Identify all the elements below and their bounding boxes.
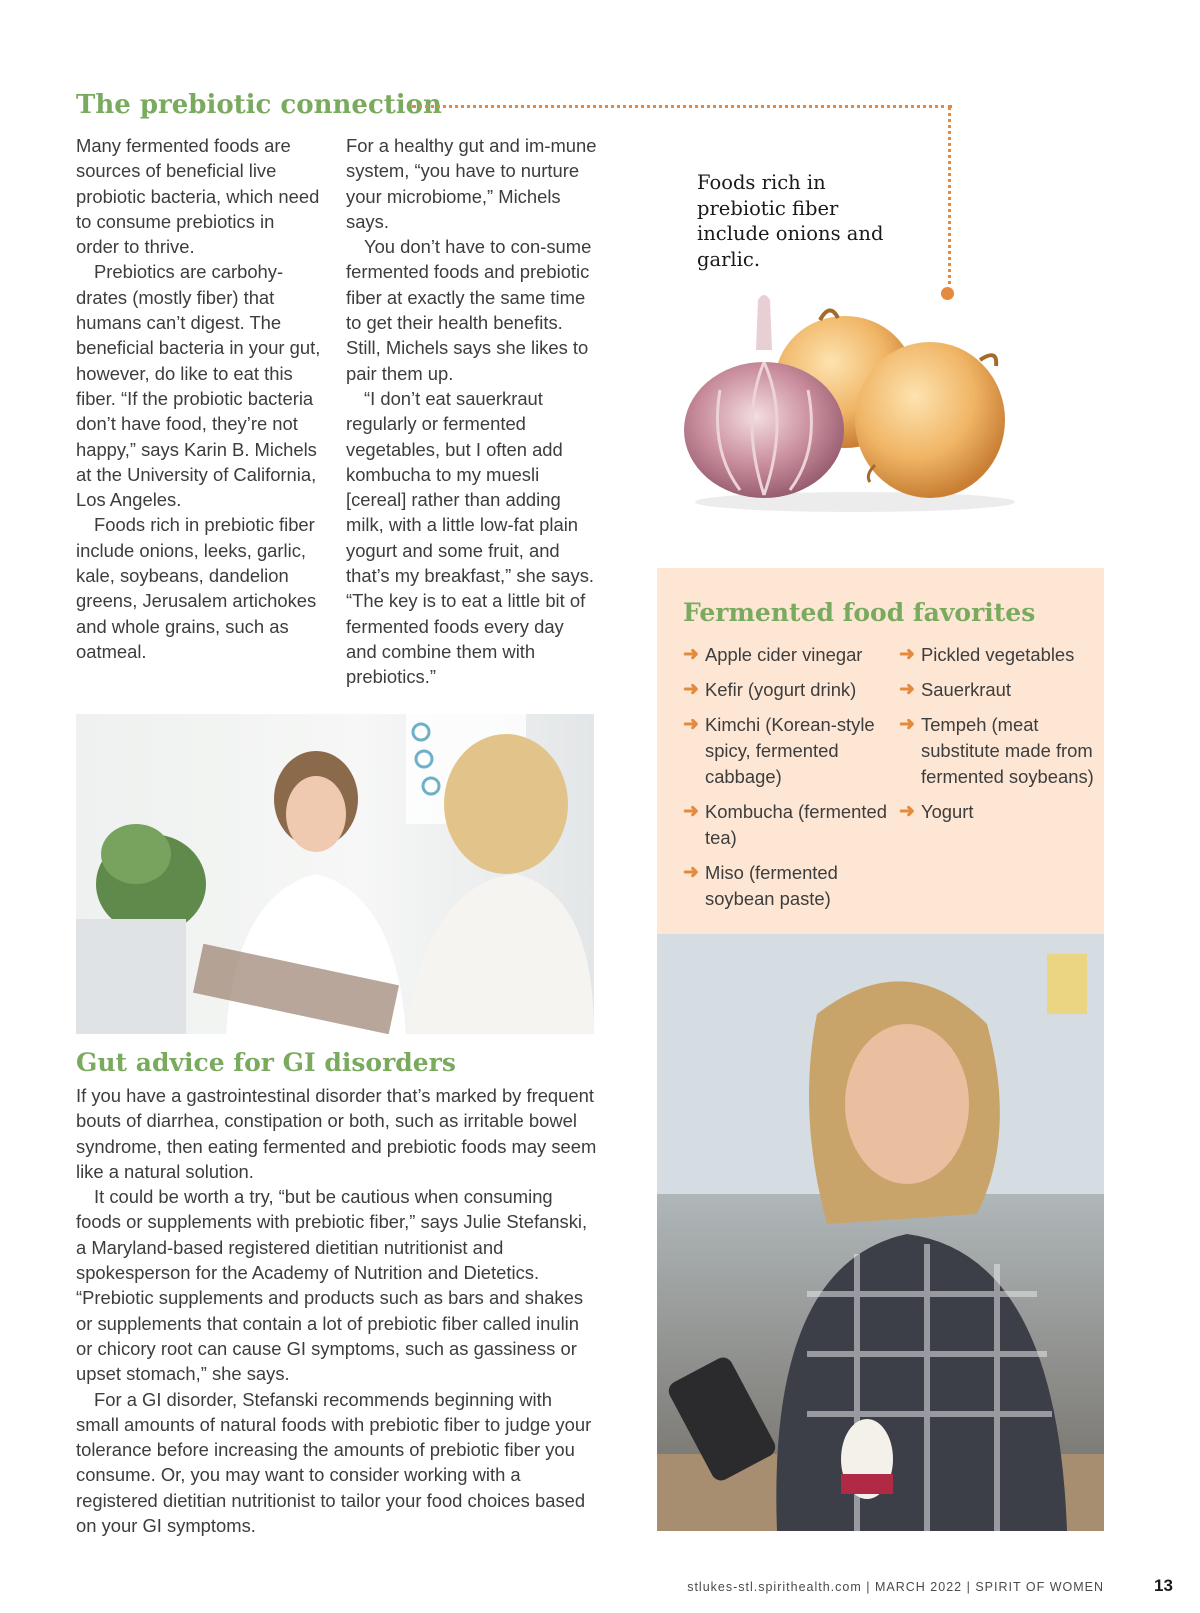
- arrow-right-icon: ➜: [683, 714, 699, 735]
- list-item: [683, 677, 893, 703]
- prebiotic-column-1: [76, 133, 321, 664]
- callout-dotted-line-horizontal: [412, 105, 952, 108]
- paragraph: Prebiotics are carbohy-drates (mostly fiber) that humans can’t digest. The beneficial bacteria in your gut, however, do like to eat this fiber. “If the probiotic bacteria don’t have food, they’re not happy,” says Karin B. Michels at the University of California, Los Angeles.: [76, 261, 321, 511]
- fermented-favorites-heading: Fermented food favorites: [683, 598, 1036, 627]
- list-item-label: Kombucha (fermented tea): [705, 801, 887, 848]
- page-number: 13: [1154, 1576, 1173, 1595]
- footer-separator: |: [966, 1580, 971, 1594]
- list-item: [899, 799, 1109, 825]
- paragraph: “I don’t eat sauerkraut regularly or fermented vegetables, but I often add kombucha to my muesli [cereal] rather than adding milk, with a little low-fat plain yogurt and some fruit, and that’s my breakfast,” she says. “The key is to eat a little bit of fermented foods every day and combine them with prebiotics.”: [346, 387, 595, 688]
- list-item-label: Tempeh (meat substitute made from fermented soybeans): [921, 714, 1094, 787]
- arrow-right-icon: ➜: [899, 679, 915, 700]
- arrow-right-icon: ➜: [683, 862, 699, 883]
- list-item-label: Yogurt: [921, 801, 974, 822]
- arrow-right-icon: ➜: [683, 679, 699, 700]
- list-item-label: Kefir (yogurt drink): [705, 679, 857, 700]
- paragraph: It could be worth a try, “but be cautious when consuming foods or supplements with prebiotic fiber,” says Julie Stefanski, a Maryland-based registered dietitian nutritionist and spokesperson for the Academy of Nutrition and Dietetics. “Prebiotic supplements and products such as bars and shakes or supplements that contain a lot of prebiotic fiber called inulin or chicory root can cause GI symptoms, such as gassiness or upset stomach,” she says.: [76, 1186, 588, 1385]
- paragraph: For a GI disorder, Stefanski recommends beginning with small amounts of natural foods with prebiotic fiber to judge your tolerance before increasing the amounts of prebiotic fiber you consume. Or, you may want to consider working with a registered dietitian nutritionist to tailor your food choices based on your GI symptoms.: [76, 1388, 592, 1537]
- list-item: [683, 712, 893, 790]
- list-item-label: Pickled vegetables: [921, 644, 1075, 665]
- list-item-label: Sauerkraut: [921, 679, 1011, 700]
- woman-yogurt-photo: [657, 934, 1104, 1531]
- footer-issue: MARCH 2022: [874, 1580, 963, 1594]
- fermented-favorites-box: [657, 568, 1104, 934]
- callout-dotted-line-vertical: [948, 106, 951, 292]
- section-heading-gi-disorders: Gut advice for GI disorders: [76, 1048, 456, 1077]
- paragraph: Many fermented foods are sources of beneficial live probiotic bacteria, which need to consume prebiotics in order to thrive.: [76, 135, 320, 258]
- page-footer: [687, 1580, 1104, 1594]
- paragraph: Foods rich in prebiotic fiber include onions, leeks, garlic, kale, soybeans, dandelion greens, Jerusalem artichokes and whole grains, such as oatmeal.: [76, 514, 317, 662]
- list-item: [683, 860, 893, 912]
- gi-disorders-body: [76, 1083, 598, 1538]
- list-item: [899, 677, 1109, 703]
- fermented-list-right: [899, 642, 1109, 834]
- list-item-label: Kimchi (Korean-style spicy, fermented cabbage): [705, 714, 875, 787]
- footer-separator: |: [866, 1580, 871, 1594]
- section-heading-prebiotic: The prebiotic connection: [76, 90, 442, 120]
- footer-publication: SPIRIT OF WOMEN: [975, 1580, 1104, 1594]
- arrow-right-icon: ➜: [899, 714, 915, 735]
- list-item-label: Miso (fermented soybean paste): [705, 862, 838, 909]
- prebiotic-column-2: [346, 133, 598, 690]
- list-item: [683, 799, 893, 851]
- list-item: [899, 642, 1109, 668]
- paragraph: For a healthy gut and im-mune system, “you have to nurture your microbiome,” Michels says.: [346, 135, 597, 232]
- list-item: [899, 712, 1109, 790]
- garlic-onion-image: [680, 290, 1030, 520]
- list-item-label: Apple cider vinegar: [705, 644, 863, 665]
- paragraph: You don’t have to con-sume fermented foods and prebiotic fiber at exactly the same time to get their health benefits. Still, Michels says she likes to pair them up.: [346, 236, 592, 384]
- arrow-right-icon: ➜: [899, 644, 915, 665]
- arrow-right-icon: ➜: [683, 644, 699, 665]
- list-item: [683, 642, 893, 668]
- paragraph: If you have a gastrointestinal disorder that’s marked by frequent bouts of diarrhea, constipation or both, such as irritable bowel syndrome, then eating fermented and prebiotic foods may seem like a natural solution.: [76, 1085, 597, 1182]
- fermented-list-left: [683, 642, 893, 921]
- doctor-consultation-photo: [76, 714, 594, 1034]
- produce-caption: Foods rich in prebiotic fiber include onions and garlic.: [697, 171, 884, 271]
- arrow-right-icon: ➜: [899, 801, 915, 822]
- arrow-right-icon: ➜: [683, 801, 699, 822]
- footer-url: stlukes-stl.spirithealth.com: [687, 1580, 862, 1594]
